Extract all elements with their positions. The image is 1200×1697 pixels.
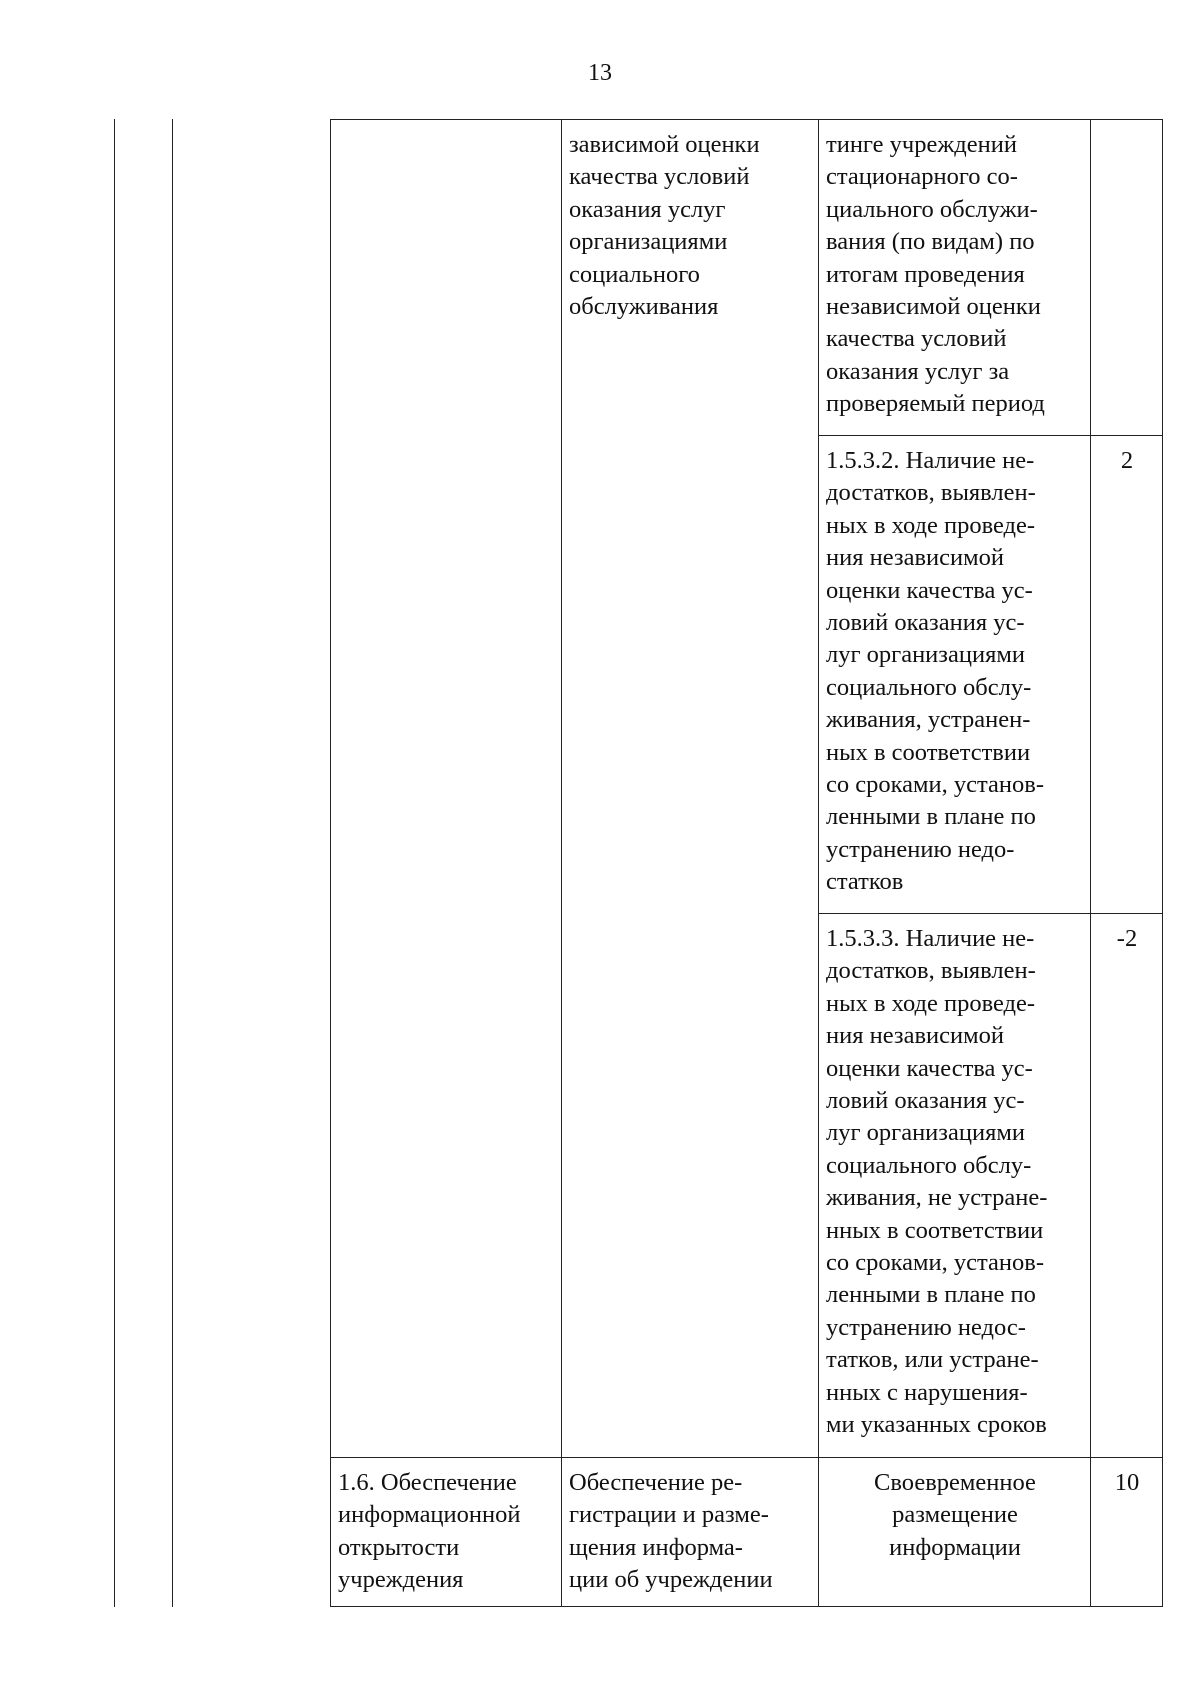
table-cell-indicator xyxy=(561,119,819,1458)
cell-text: тинге учреждений стационарного со- циального обслужи- вания (по видам) по итогам проведения независимой оценки качества условий оказания услуг за проверяемый период xyxy=(826,131,1045,418)
cell-text: -2 xyxy=(1116,925,1138,952)
table-cell-score xyxy=(1090,435,1163,914)
table-cell-indicator xyxy=(561,1457,819,1607)
cell-text: 1.6. Обеспечение информационной открытости учреждения xyxy=(338,1469,521,1594)
page-number: 13 xyxy=(588,60,612,86)
cell-text: 1.5.3.3. Наличие не- достатков, выявлен- ных в ходе проведе- ния независимой оценки качества ус- ловий оказания ус- луг организациями социального обслу- живания, не устране- нных в соответствии со сроками, установ- ленными в плане по устранению недос- татков, или устране- нных с нарушения- ми указанных сроков xyxy=(826,925,1048,1439)
cell-text: Обеспечение ре- гистрации и разме- щения информа- ции об учреждении xyxy=(569,1469,773,1594)
table-cell-empty xyxy=(330,119,562,1458)
cell-text: 2 xyxy=(1120,447,1134,474)
left-margin-line-inner xyxy=(172,119,173,1607)
table-cell-score xyxy=(1090,119,1163,436)
left-margin-line xyxy=(114,119,115,1607)
table-cell-criterion xyxy=(818,435,1091,914)
cell-text: зависимой оценки качества условий оказания услуг организациями социального обслуживания xyxy=(569,131,760,321)
cell-text: 1.5.3.2. Наличие не- достатков, выявлен- ных в ходе проведе- ния независимой оценки качества ус- ловий оказания ус- луг организациями социального обслу- живания, устранен- ных в соответствии со сроками, установ- ленными в плане по устранению недо- статков xyxy=(826,447,1044,896)
table-cell-criterion xyxy=(818,913,1091,1458)
table-cell-score xyxy=(1090,1457,1163,1607)
table-cell-criterion xyxy=(818,119,1091,436)
table-cell-criterion xyxy=(818,1457,1091,1607)
cell-text: Своевременное размещение информации xyxy=(874,1469,1036,1561)
cell-text: 10 xyxy=(1114,1469,1140,1496)
table-cell-section xyxy=(330,1457,562,1607)
table-cell-score xyxy=(1090,913,1163,1458)
